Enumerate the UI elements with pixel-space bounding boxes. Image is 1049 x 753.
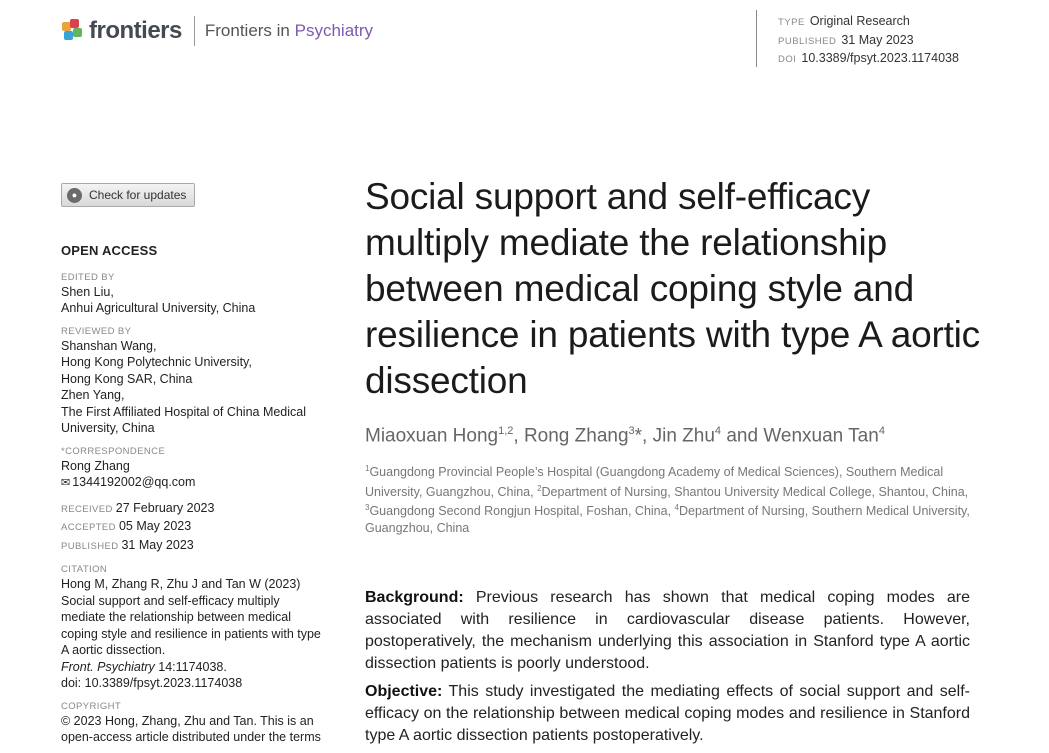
article-title: Social support and self-efficacy multiply mediate the relationship between medical coping style and resilience in patients with type A aortic dissection xyxy=(365,176,980,401)
reviewer-line: Hong Kong Polytechnic University, xyxy=(61,355,252,369)
copyright-line: open-access article distributed under the terms xyxy=(61,730,321,744)
accepted-date xyxy=(61,518,345,537)
author-name[interactable]: Wenxuan Tan xyxy=(763,425,879,447)
meta-published xyxy=(778,32,959,51)
meta-doi-label: DOI xyxy=(778,54,797,65)
article-dates xyxy=(61,500,345,556)
abstract-background xyxy=(365,587,970,675)
affil-text: Guangdong Provincial People’s Hospital (Guangdong Academy of Medical Sciences), Southern Medical University, Guangzhou, China, xyxy=(365,465,944,499)
journal-name[interactable] xyxy=(205,21,373,41)
author-separator: and xyxy=(721,425,764,447)
meta-type-value: Original Research xyxy=(809,14,910,28)
edited-by-name: Shen Liu, xyxy=(61,284,114,299)
mail-icon: ✉ xyxy=(61,477,71,489)
published-label: PUBLISHED xyxy=(61,540,119,552)
received-value: 27 February 2023 xyxy=(115,500,215,515)
open-access-label: OPEN ACCESS xyxy=(61,243,158,258)
reviewer-line: Shanshan Wang, xyxy=(61,338,157,353)
affil-sup: 1 xyxy=(365,464,370,473)
affil-sup: 2 xyxy=(537,483,542,493)
reviewer-line: Zhen Yang, xyxy=(61,388,125,402)
check-updates-label: Check for updates xyxy=(89,188,187,202)
sidebar xyxy=(61,243,345,746)
author-separator: , xyxy=(513,425,524,447)
correspondence-label: *CORRESPONDENCE xyxy=(61,445,166,457)
frontiers-logo-icon xyxy=(62,19,84,43)
affil-sup: 4 xyxy=(674,503,679,513)
author-affil-sup: 4 xyxy=(878,425,885,437)
citation-journal xyxy=(61,659,345,676)
meta-published-value: 31 May 2023 xyxy=(841,32,914,47)
check-updates-button[interactable] xyxy=(61,183,195,207)
meta-type-label: TYPE xyxy=(778,17,805,28)
published-date xyxy=(61,537,345,556)
abstract-heading: Background: xyxy=(365,589,464,606)
affiliations xyxy=(365,461,975,536)
meta-doi xyxy=(778,50,959,69)
journal-prefix: Frontiers in xyxy=(204,21,290,40)
meta-doi-value[interactable]: 10.3389/fpsyt.2023.1174038 xyxy=(801,51,959,65)
check-updates-icon: ● xyxy=(67,188,82,203)
abstract-objective xyxy=(365,681,970,747)
accepted-label: ACCEPTED xyxy=(61,522,116,533)
edited-by-label: EDITED BY xyxy=(61,271,115,283)
citation-label: CITATION xyxy=(61,564,108,575)
author-name[interactable]: Miaoxuan Hong xyxy=(365,425,499,447)
copyright-label: COPYRIGHT xyxy=(61,700,122,712)
email-text: 1344192002@qq.com xyxy=(72,475,196,489)
accepted-value: 05 May 2023 xyxy=(118,519,192,533)
citation-line: Social support and self-efficacy multiply xyxy=(61,593,280,608)
reviewer-line: University, China xyxy=(61,421,155,435)
citation-line: mediate the relationship between medical xyxy=(61,610,291,624)
header-divider xyxy=(194,16,195,46)
journal-subject: Psychiatry xyxy=(294,21,374,40)
abstract-text: Previous research has shown that medical coping modes are associated with resilience in cardiovascular disease patients. However, postoperatively, the mechanism underlying this association in Stanford type A aortic dissection patients is poorly understood. xyxy=(365,589,970,672)
reviewer-line: The First Affiliated Hospital of China Medical xyxy=(61,404,307,419)
author-affil-sup: 4 xyxy=(714,425,722,437)
logo-text: frontiers xyxy=(89,17,182,44)
citation-volume: 14:1174038. xyxy=(154,659,227,674)
received-label: RECEIVED xyxy=(61,503,113,515)
correspondence-name: Rong Zhang xyxy=(61,458,130,473)
correspondence-email[interactable] xyxy=(61,474,345,492)
citation-line: A aortic dissection. xyxy=(61,643,166,657)
citation-journal-name: Front. Psychiatry xyxy=(61,659,155,674)
abstract xyxy=(365,587,970,753)
abstract-text: This study investigated the mediating effects of social support and self-efficacy on the relationship between medical coping modes and resilience in Stanford type A aortic dissection patients postoperatively. xyxy=(365,683,970,744)
abstract-heading: Objective: xyxy=(365,683,443,700)
reviewed-by-label: REVIEWED BY xyxy=(61,325,132,337)
edited-by-affiliation: Anhui Agricultural University, China xyxy=(61,301,256,315)
citation-line: Hong M, Zhang R, Zhu J and Tan W (2023) xyxy=(61,577,301,591)
affil-text: Guangdong Second Rongjun Hospital, Foshan, China, xyxy=(369,504,675,519)
author-list xyxy=(365,425,885,447)
article-meta xyxy=(756,10,959,67)
citation-doi[interactable]: doi: 10.3389/fpsyt.2023.1174038 xyxy=(61,676,243,690)
citation-line: coping style and resilience in patients with type xyxy=(61,626,321,641)
copyright-line: © 2023 Hong, Zhang, Zhu and Tan. This is an xyxy=(61,713,314,728)
author-separator: *, xyxy=(634,425,653,447)
received-date xyxy=(61,500,345,519)
author-name[interactable]: Rong Zhang xyxy=(523,425,629,447)
meta-published-label: PUBLISHED xyxy=(778,35,837,47)
affil-text: Department of Nursing, Shantou University Medical College, Shantou, China, xyxy=(541,484,969,499)
published-value: 31 May 2023 xyxy=(121,537,194,552)
author-name[interactable]: Jin Zhu xyxy=(652,425,715,447)
affil-text: Department of Nursing, Southern Medical University, Guangzhou, China xyxy=(365,504,970,535)
author-affil-sup: 3 xyxy=(628,425,635,437)
meta-type xyxy=(778,13,959,32)
frontiers-logo[interactable] xyxy=(62,16,373,46)
author-affil-sup: 1,2 xyxy=(498,425,514,437)
reviewer-line: Hong Kong SAR, China xyxy=(61,371,193,386)
affil-sup: 3 xyxy=(365,503,370,513)
